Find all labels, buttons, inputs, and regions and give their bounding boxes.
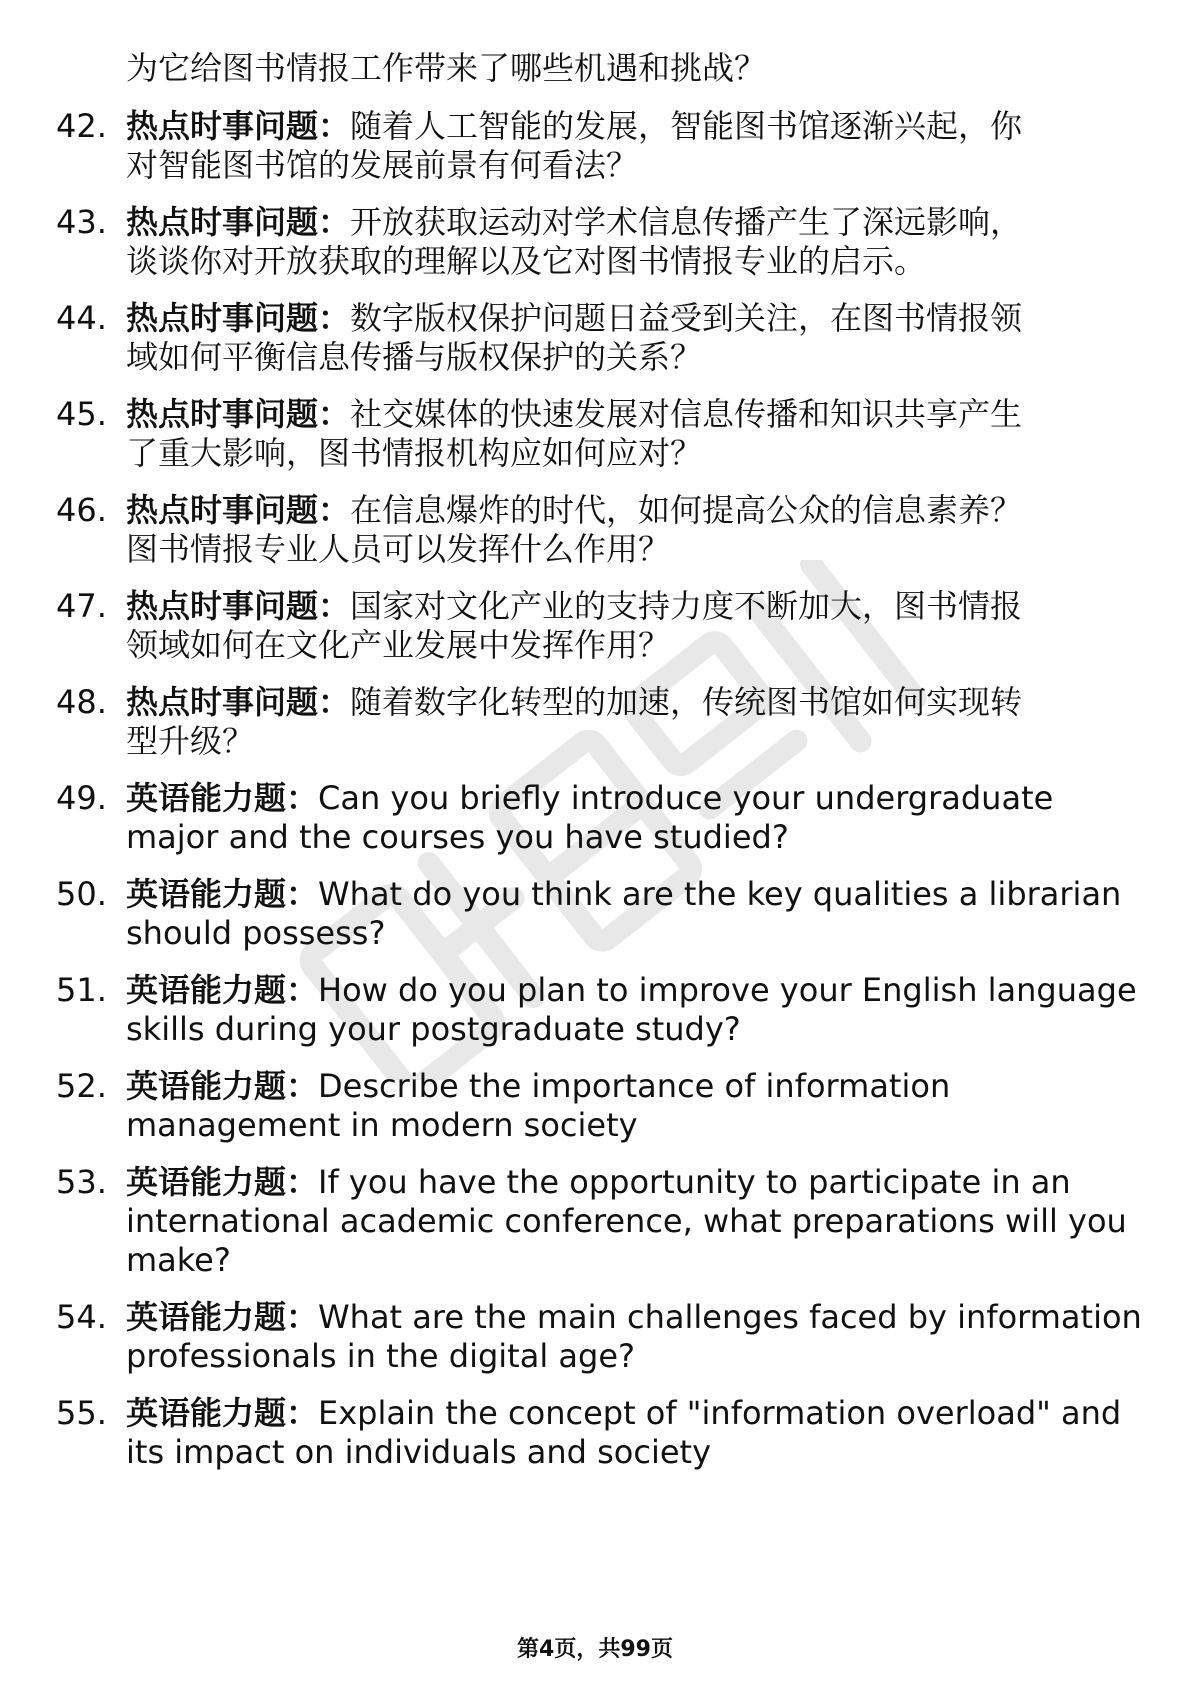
question-category: 热点时事问题： (126, 587, 351, 625)
question-text: 随着人工智能的发展，智能图书馆逐渐兴起，你 (350, 107, 1023, 145)
question-text: 在信息爆炸的时代，如何提高公众的信息素养？ (350, 491, 1023, 529)
question-text: 图书情报专业人员可以发挥什么作用？ (126, 530, 671, 568)
question-line (126, 585, 1022, 627)
question-text: major and the courses you have studied? (126, 818, 789, 856)
question-text: 国家对文化产业的支持力度不断加大，图书情报 (350, 587, 1023, 625)
question-text: 社交媒体的快速发展对信息传播和知识共享产生 (350, 395, 1023, 433)
question-line (126, 1296, 1142, 1338)
question-number: 50. (56, 875, 107, 913)
page-footer: 第4页，共99页 (517, 1637, 673, 1662)
question-number: 44. (56, 299, 107, 337)
question-text: 域如何平衡信息传播与版权保护的关系？ (126, 338, 703, 376)
question-text: 型升级？ (126, 722, 255, 760)
question-category: 英语能力题： (126, 875, 319, 913)
continuation-line: 为它给图书情报工作带来了哪些机遇和挑战？ (126, 49, 767, 87)
question-number: 46. (56, 491, 107, 529)
question-category: 热点时事问题： (126, 107, 351, 145)
question-category: 英语能力题： (126, 971, 319, 1009)
question-category: 英语能力题： (126, 779, 319, 817)
question-category: 英语能力题： (126, 1298, 319, 1336)
question-text: should possess? (126, 914, 386, 952)
question-category: 英语能力题： (126, 1163, 319, 1201)
question-number: 42. (56, 107, 107, 145)
question-number: 43. (56, 203, 107, 241)
question-line (126, 873, 1121, 915)
question-number: 53. (56, 1163, 107, 1201)
question-category: 热点时事问题： (126, 395, 351, 433)
question-text: How do you plan to improve your English language (318, 971, 1137, 1009)
question-text: international academic conference, what preparations will you (126, 1202, 1127, 1240)
question-text: skills during your postgraduate study? (126, 1010, 741, 1048)
question-category: 热点时事问题： (126, 203, 351, 241)
question-text: management in modern society (126, 1106, 638, 1144)
question-number: 48. (56, 683, 107, 721)
question-text: If you have the opportunity to participate in an (318, 1163, 1071, 1201)
question-category: 英语能力题： (126, 1394, 319, 1432)
question-text: 开放获取运动对学术信息传播产生了深远影响， (350, 203, 1023, 241)
question-category: 热点时事问题： (126, 299, 351, 337)
question-text: professionals in the digital age? (126, 1337, 635, 1375)
question-line (126, 201, 1022, 243)
question-line (126, 105, 1022, 147)
question-number: 47. (56, 587, 107, 625)
question-number: 55. (56, 1394, 107, 1432)
question-category: 热点时事问题： (126, 683, 351, 721)
question-number: 51. (56, 971, 107, 1009)
question-number: 45. (56, 395, 107, 433)
question-text: Can you briefly introduce your undergraduate (318, 779, 1054, 817)
question-text: What are the main challenges faced by information (318, 1298, 1142, 1336)
question-text: 谈谈你对开放获取的理解以及它对图书情报专业的启示。 (126, 242, 927, 280)
question-number: 54. (56, 1298, 107, 1336)
question-line (126, 297, 1022, 339)
question-text: its impact on individuals and society (126, 1433, 712, 1471)
question-line (126, 681, 1022, 723)
question-line (126, 1392, 1121, 1434)
question-line (126, 969, 1137, 1011)
question-line (126, 489, 1022, 531)
question-category: 英语能力题： (126, 1067, 319, 1105)
question-line (126, 1065, 950, 1107)
question-number: 49. (56, 779, 107, 817)
question-text: 对智能图书馆的发展前景有何看法？ (126, 146, 639, 184)
question-number: 52. (56, 1067, 107, 1105)
question-category: 热点时事问题： (126, 491, 351, 529)
question-text: 领域如何在文化产业发展中发挥作用？ (126, 626, 671, 664)
question-line (126, 393, 1022, 435)
question-text: Describe the importance of information (318, 1067, 951, 1105)
question-text: 了重大影响，图书情报机构应如何应对？ (126, 434, 703, 472)
question-text: 随着数字化转型的加速，传统图书馆如何实现转 (350, 683, 1023, 721)
question-text: What do you think are the key qualities a librarian (318, 875, 1122, 913)
question-text: Explain the concept of "information overload" and (318, 1394, 1122, 1432)
question-text: 数字版权保护问题日益受到关注，在图书情报领 (350, 299, 1023, 337)
question-text: make? (126, 1241, 231, 1279)
question-line (126, 777, 1053, 819)
question-line (126, 1161, 1071, 1203)
